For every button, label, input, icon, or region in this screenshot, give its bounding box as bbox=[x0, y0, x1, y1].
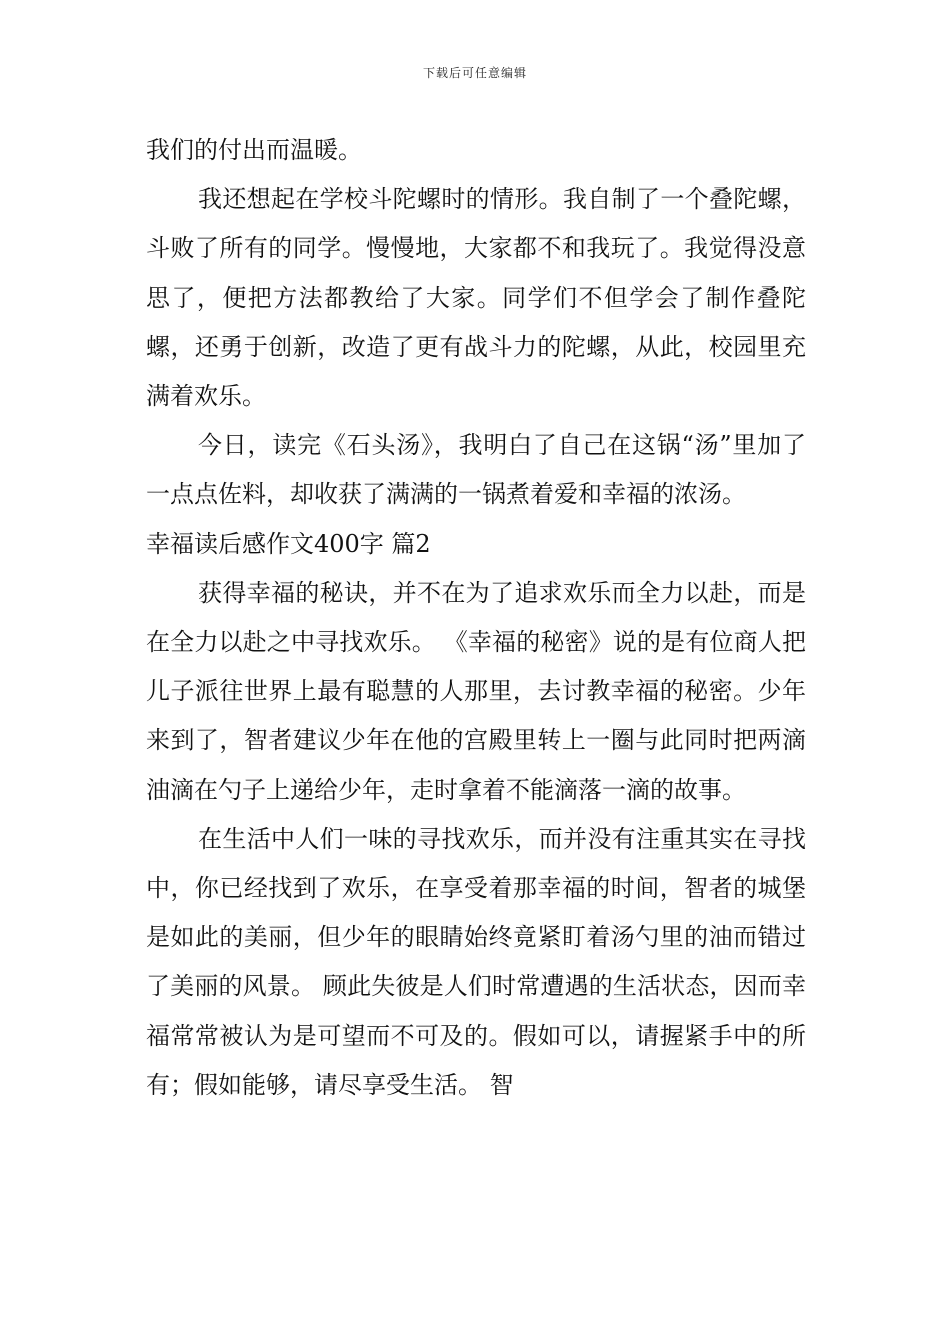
paragraph-stone-soup: 今日，读完《石头汤》，我明白了自己在这锅“汤”里加了一点点佐料，却收获了满满的一锅煮着爱和幸福的浓汤。 bbox=[146, 431, 806, 509]
paragraph-happiness-secret: 获得幸福的秘诀，并不在为了追求欢乐而全力以赴，而是在全力以赴之中寻找欢乐。 《幸福的秘密》说的是有位商人把儿子派往世界上最有聪慧的人那里，去讨教幸福的秘密。少年来到了，智者建议少年在他的宫殿里转上一圈与此同时把两滴油滴在勺子上递给少年，走时拿着不能滴落一滴的故事。 bbox=[146, 578, 806, 804]
paragraph-continued: 我们的付出而温暖。 bbox=[146, 136, 362, 164]
paragraph-spinning-top: 我还想起在学校斗陀螺时的情形。我自制了一个叠陀螺，斗败了所有的同学。慢慢地，大家都不和我玩了。我觉得没意思了，便把方法都教给了大家。同学们不但学会了制作叠陀螺，还勇于创新，改造了更有战斗力的陀螺，从此，校园里充满着欢乐。 bbox=[146, 185, 806, 411]
document-body bbox=[146, 126, 806, 1110]
section-heading: 幸福读后感作文400字 篇2 bbox=[146, 529, 431, 558]
header-note: 下载后可任意编辑 bbox=[422, 66, 527, 80]
paragraph-life-reflection: 在生活中人们一味的寻找欢乐，而并没有注重其实在寻找中，你已经找到了欢乐，在享受着那幸福的时间，智者的城堡是如此的美丽，但少年的眼睛始终竟紧盯着汤勺里的油而错过了美丽的风景。 顾此失彼是人们时常遭遇的生活状态，因而幸福常常被认为是可望而不可及的。假如可以，请握紧手中的所有；假如能够，请尽享受生活。 智 bbox=[146, 824, 806, 1099]
